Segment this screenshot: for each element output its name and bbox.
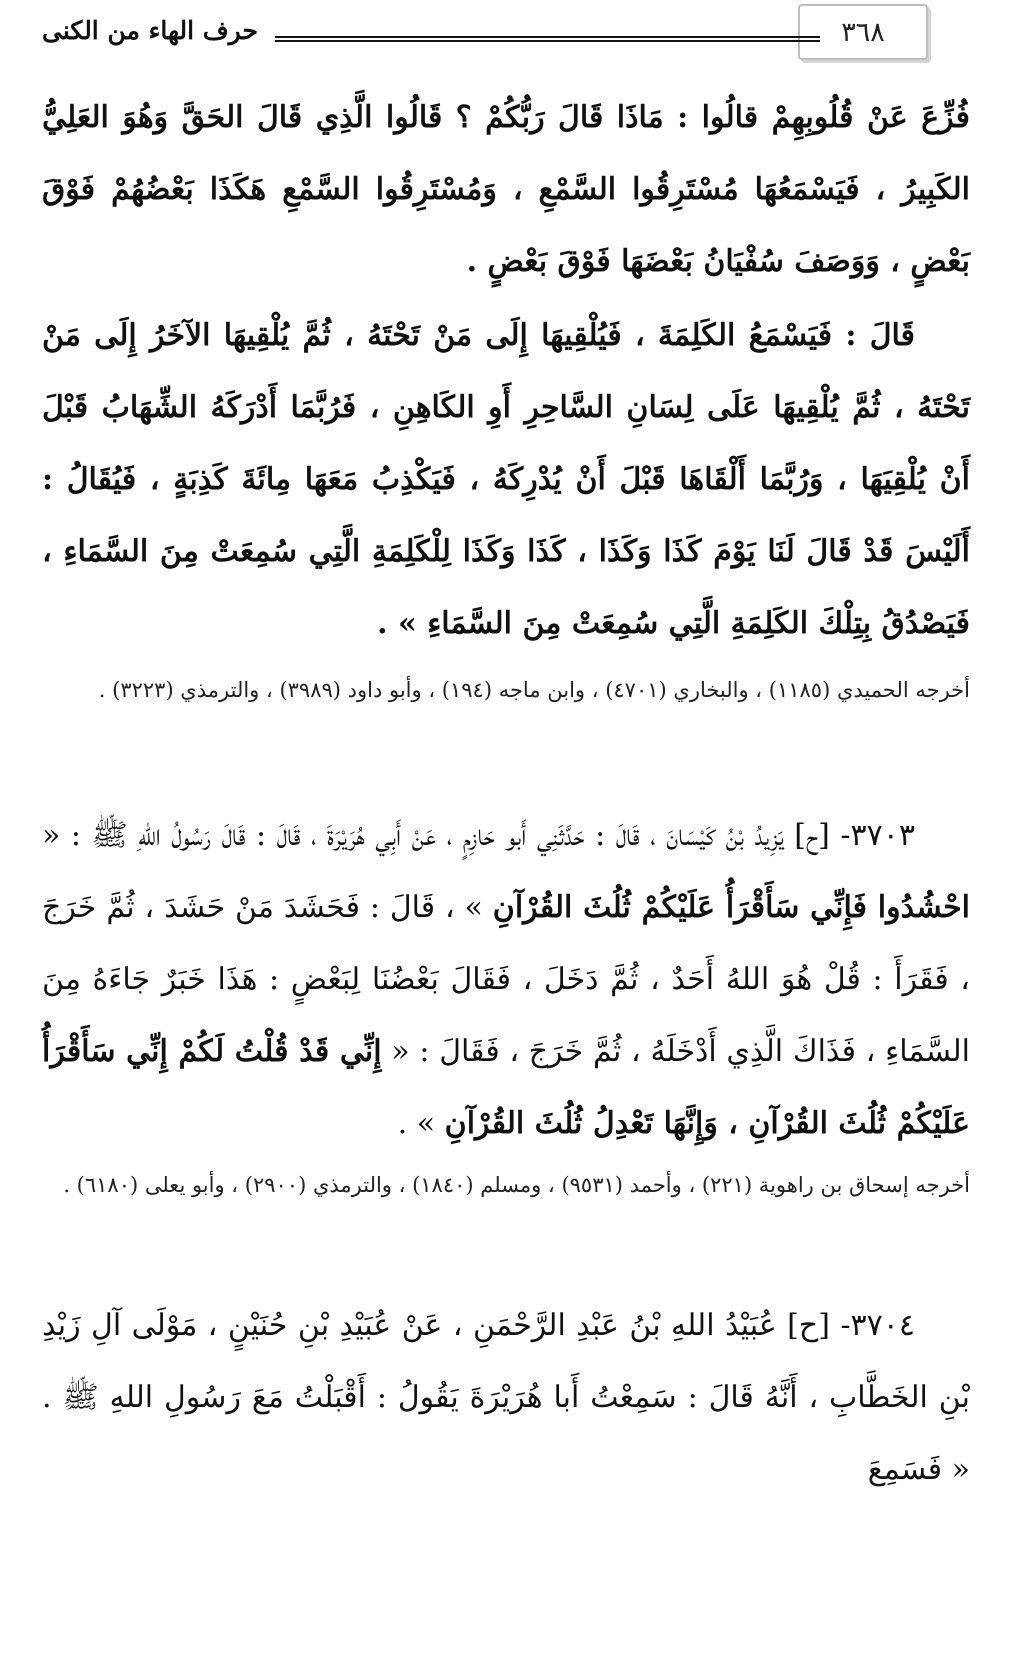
running-head: حرف الهاء من الكنى <box>42 16 258 45</box>
hadith-3703-narration: » ، قَالَ : فَحَشَدَ مَنْ حَشَدَ ، ثُمَّ خَرَجَ ، فَقَرَأَ : قُلْ هُوَ اللهُ أَحَدٌ ، ثُمَّ دَخَلَ ، فَقَالَ بَعْضُنَا لِبَعْضٍ : هَذَا خَبَرٌ جَاءَهُ مِنَ السَّمَاءِ ، فَذَاكَ الَّذِي أَدْخَلَهُ ، ثُمَّ خَرَجَ ، فَقَالَ : « <box>42 890 970 1069</box>
hadith-3703-isnad: ٣٧٠٣- [ح] يَزِيدُ بْنُ كَيْسَانَ ، قَالَ : حَدَّثَنِي أَبو حَازِمٍ ، عَنْ أَبِي هُرَيْرَةَ ، قَالَ : قَالَ رَسُولُ اللهِ ﷺ : « <box>42 818 915 853</box>
takhrij-note-2: أخرجه إسحاق بن راهوية (٢٢١) ، وأحمد (٩٥٣١) ، ومسلم (١٨٤٠) ، والترمذي (٢٩٠٠) ، وأبو يعلى (٦١٨٠) . <box>63 1173 970 1197</box>
hadith-3703-end: » . <box>397 1106 436 1141</box>
hadith-3703 <box>42 800 970 1160</box>
header-rule <box>275 36 820 42</box>
paragraph-2: قَالَ : فَيَسْمَعُ الكَلِمَةَ ، فَيُلْقِيهَا إِلَى مَنْ تَحْتَهُ ، ثُمَّ يُلْقِيهَا الآخَرُ إِلَى مَنْ تَحْتَهُ ، ثُمَّ يُلْقِيهَا عَلَى لِسَانِ السَّاحِرِ أَوِ الكَاهِنِ ، فَرُبَّمَا أَدْرَكَهُ الشِّهَابُ قَبْلَ أَنْ يُلْقِيَهَا ، وَرُبَّمَا أَلْقَاهَا قَبْلَ أَنْ يُدْرِكَهُ ، فَيَكْذِبُ مَعَهَا مِائَةَ كَذِبَةٍ ، فَيُقَالُ : أَلَيْسَ قَدْ قَالَ لَنَا يَوْمَ كَذَا وَكَذَا ، كَذَا وَكَذَا لِلْكَلِمَةِ الَّتِي سُمِعَتْ مِنَ السَّمَاءِ ، فَيَصْدُقُ بِتِلْكَ الكَلِمَةِ الَّتِي سُمِعَتْ مِنَ السَّمَاءِ » . <box>42 318 970 641</box>
page-number-text: ٣٦٨ <box>841 16 885 48</box>
takhrij-note-1: أخرجه الحميدي (١١٨٥) ، والبخاري (٤٧٠١) ، وابن ماجه (١٩٤) ، وأبو داود (٣٩٨٩) ، والترمذي (٣٢٢٣) . <box>98 678 970 702</box>
page-number <box>798 4 928 60</box>
hadith-3703-quote-2: إِنِّي قَدْ قُلْتُ لَكُمْ إِنِّي سَأَقْرَأُ عَلَيْكُمْ ثُلُثَ القُرْآنِ ، وَإِنَّهَا تَعْدِلُ ثُلُثَ القُرْآنِ <box>42 1034 970 1141</box>
hadith-3704: ٣٧٠٤- [ح] عُبَيْدُ اللهِ بْنُ عَبْدِ الرَّحْمَنِ ، عَنْ عُبَيْدِ بْنِ حُنَيْنٍ ، مَوْلَى آلِ زَيْدِ بْنِ الخَطَّابِ ، أَنَّهُ قَالَ : سَمِعْتُ أَبا هُرَيْرَةَ يَقُولُ : أَقْبَلْتُ مَعَ رَسُولِ اللهِ ﷺ . « فَسَمِعَ <box>42 1308 970 1487</box>
hadith-3703-quote-1: احْشُدُوا فَإِنِّي سَأَقْرَأُ عَلَيْكُمْ ثُلُثَ القُرْآنِ <box>492 890 970 925</box>
continued-paragraph: فُزِّعَ عَنْ قُلُوبِهِمْ قالُوا : مَاذَا قَالَ رَبُّكُمْ ؟ قَالُوا الَّذِي قَالَ الحَقَّ وَهُوَ العَلِيُّ الكَبِيرُ ، فَيَسْمَعُهَا مُسْتَرِقُوا السَّمْعِ ، وَمُسْتَرِقُوا السَّمْعِ هَكَذَا بَعْضُهُمْ فَوْقَ بَعْضٍ ، وَوَصَفَ سُفْيَانُ بَعْضَهَا فَوْقَ بَعْضٍ . <box>42 100 970 279</box>
